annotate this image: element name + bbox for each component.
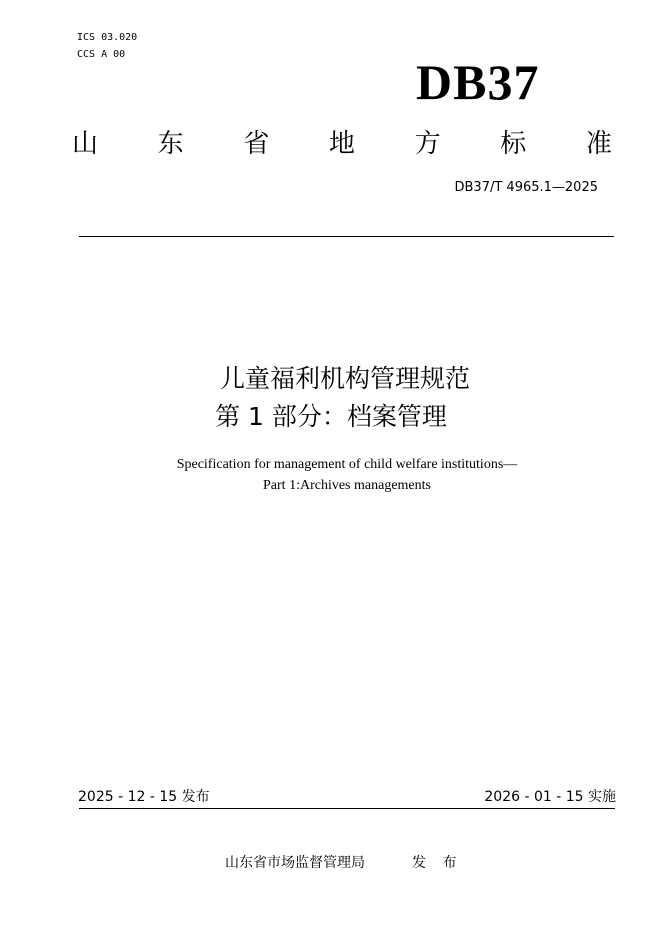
title-chinese-line2: 第 1 部分：档案管理 xyxy=(215,402,447,431)
ccs-code: CCS A 00 xyxy=(77,49,126,60)
standard-type-char: 东 xyxy=(157,129,184,159)
standard-type-char: 地 xyxy=(328,129,355,159)
publish-label: 发 布 xyxy=(412,855,463,871)
standard-type-char: 山 xyxy=(72,129,99,159)
title-english-line2: Part 1:Archives managements xyxy=(263,478,431,493)
top-divider xyxy=(79,236,614,237)
ics-code: ICS 03.020 xyxy=(77,32,138,43)
standard-type-char: 方 xyxy=(414,129,441,159)
bottom-divider xyxy=(79,808,615,809)
issue-date: 2025 - 12 - 15 发布 xyxy=(78,789,210,805)
standard-prefix-logo: DB37 xyxy=(416,54,540,110)
publisher-name: 山东省市场监督管理局 xyxy=(225,855,365,871)
standard-type-char: 省 xyxy=(243,129,270,159)
standard-type-char: 标 xyxy=(500,129,527,159)
title-english-line1: Specification for management of child welfare institutions— xyxy=(176,457,518,472)
implementation-date: 2026 - 01 - 15 实施 xyxy=(484,789,616,805)
standard-type-heading xyxy=(72,128,612,160)
title-chinese-line1: 儿童福利机构管理规范 xyxy=(219,364,470,393)
standard-number: DB37/T 4965.1—2025 xyxy=(454,180,598,195)
standard-type-char: 准 xyxy=(585,129,612,159)
